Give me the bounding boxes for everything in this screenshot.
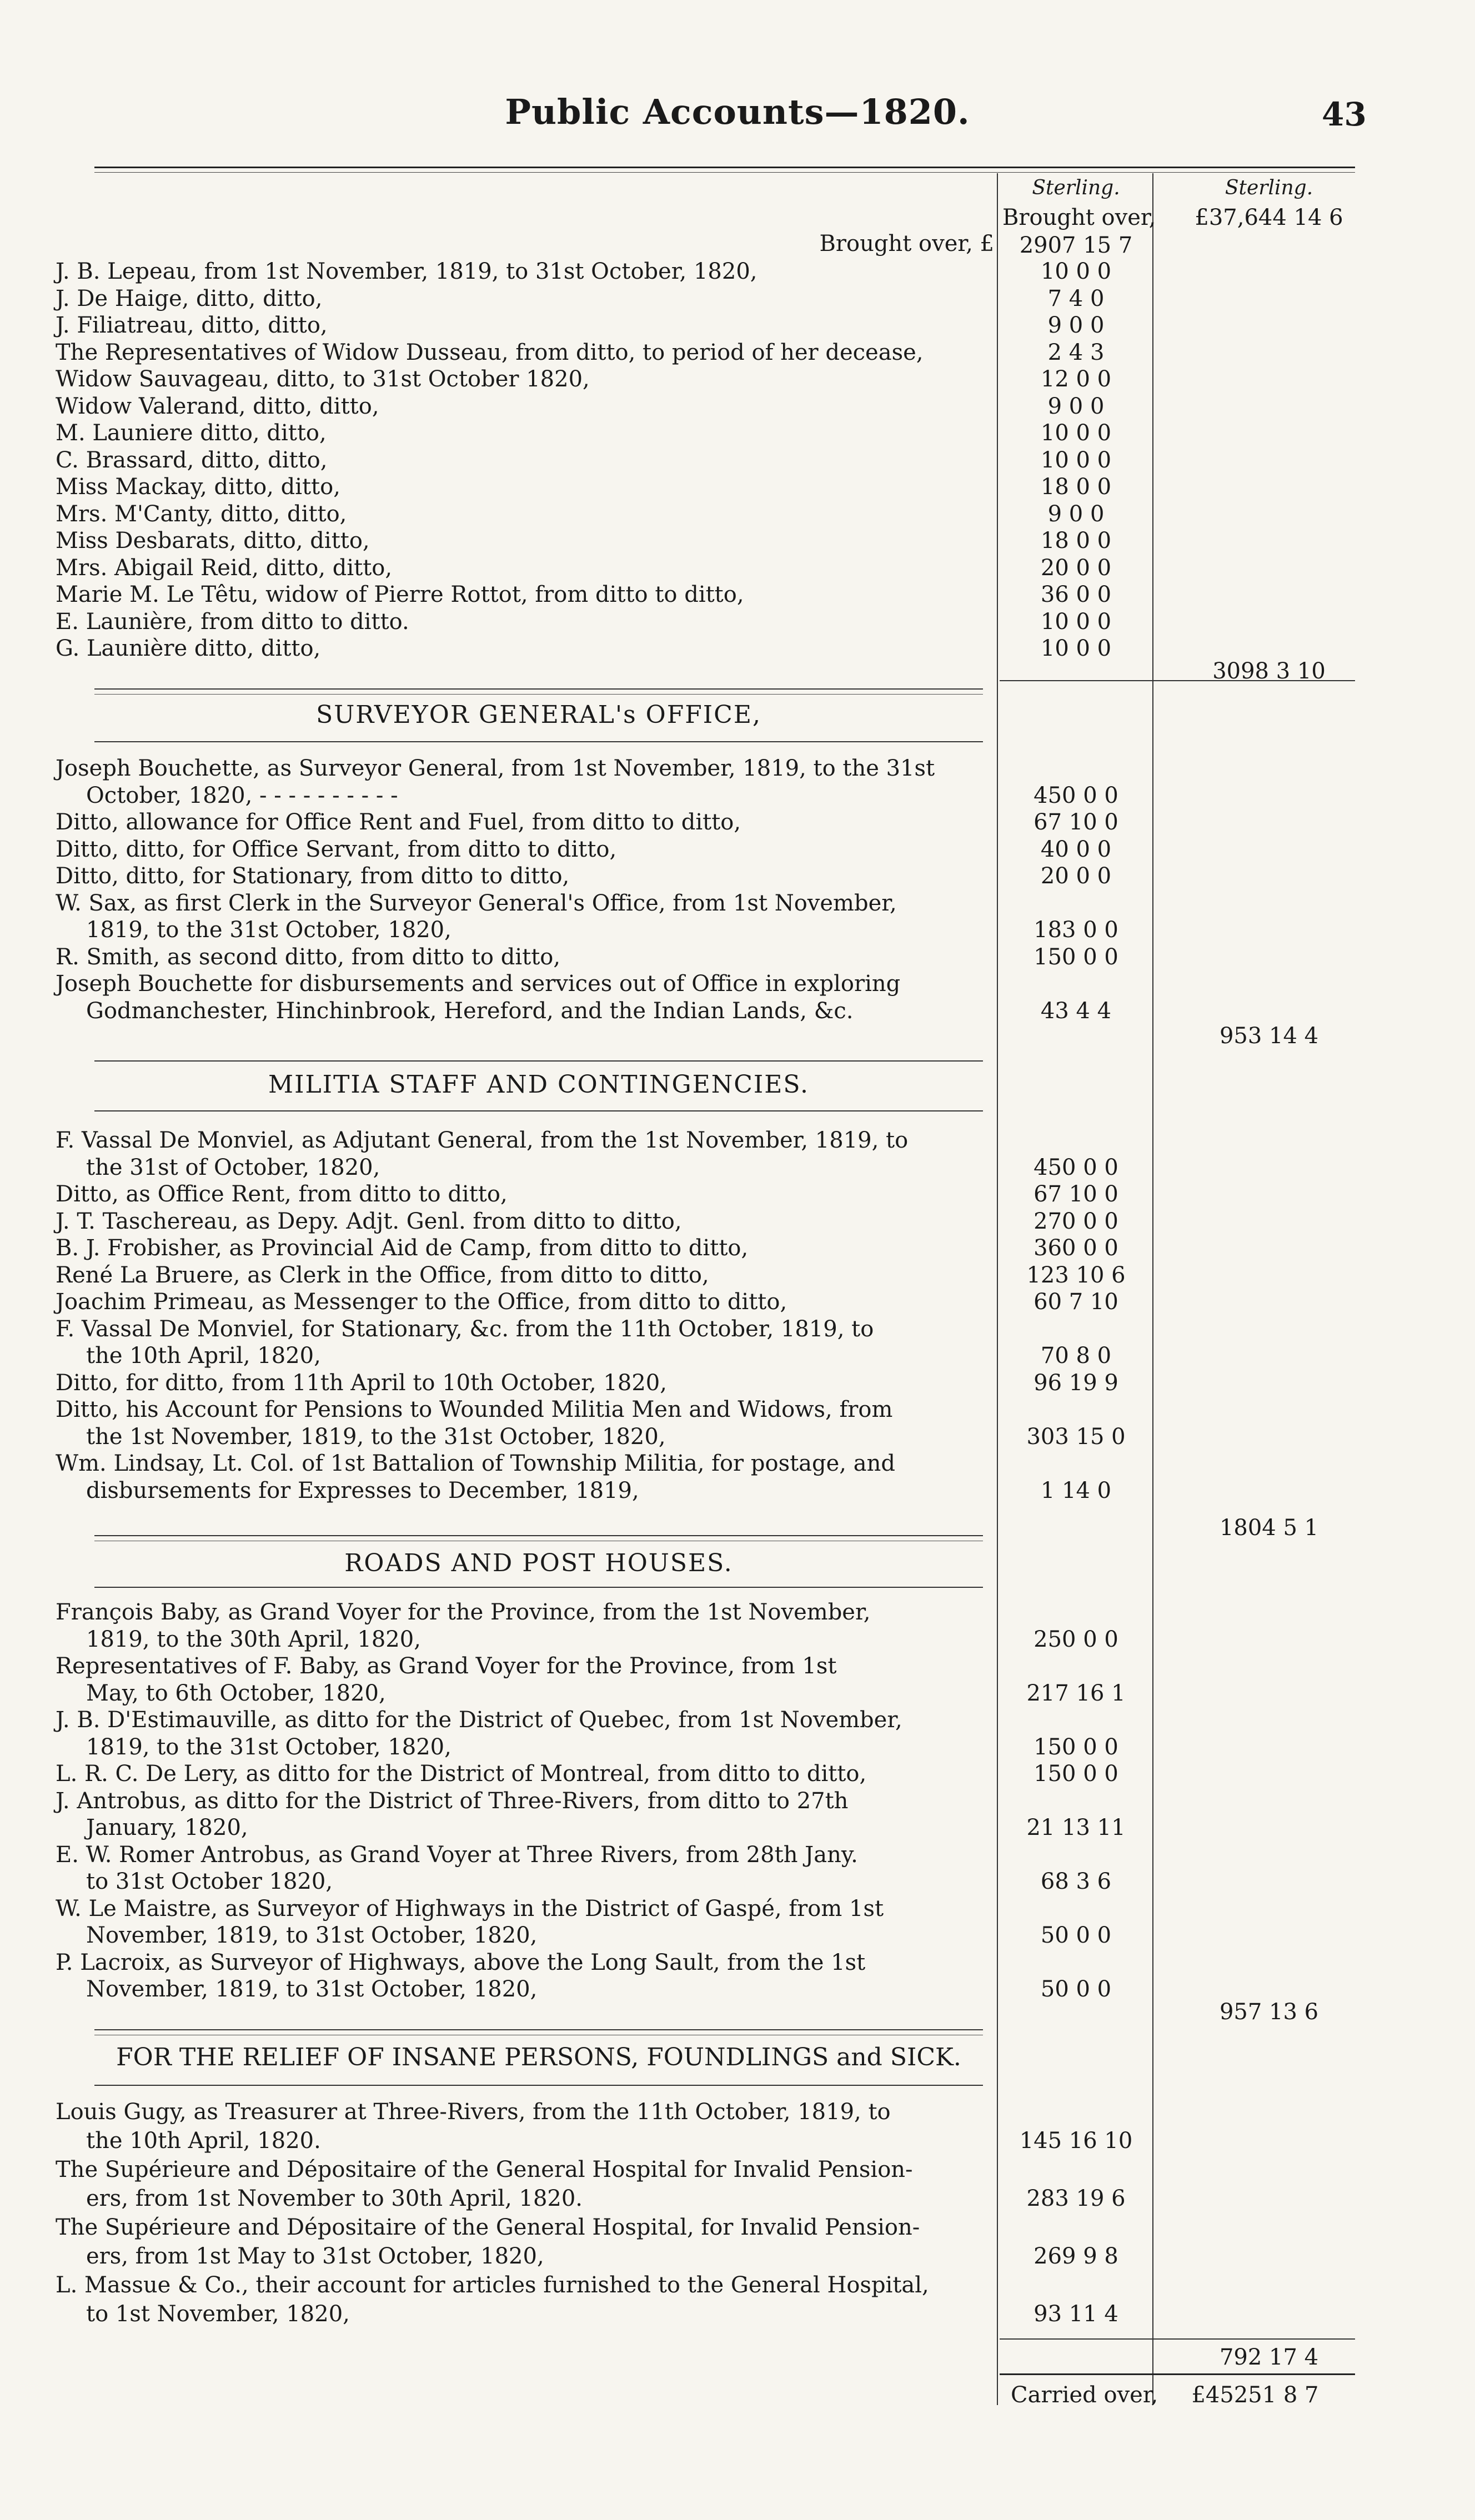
- entry-amount: 10 0 0: [1040, 636, 1112, 661]
- entry-amount: 60 7 10: [1033, 1289, 1118, 1315]
- entry-amount: 150 0 0: [1033, 944, 1118, 970]
- entry-text: Wm. Lindsay, Lt. Col. of 1st Battalion of Township Militia, for postage, and: [56, 1451, 895, 1476]
- entry-text: to 1st November, 1820,: [86, 2301, 350, 2327]
- entry-text: Mrs. Abigail Reid, ditto, ditto,: [56, 555, 393, 581]
- section-rule: [94, 1587, 983, 1588]
- entry-amount: 303 15 0: [1026, 1424, 1126, 1450]
- entry-amount: 7 4 0: [1047, 285, 1105, 311]
- entry-text: Joseph Bouchette for disbursements and services out of Office in exploring: [56, 971, 901, 997]
- entry-amount: 12 0 0: [1040, 366, 1112, 392]
- entry-amount: 10 0 0: [1040, 420, 1112, 446]
- entry-amount: 50 0 0: [1040, 1976, 1112, 2002]
- page-title: Public Accounts—1820.: [505, 92, 970, 132]
- entry-amount: 43 4 4: [1040, 998, 1112, 1024]
- entry-amount: 145 16 10: [1019, 2128, 1133, 2154]
- entry-text: The Representatives of Widow Dusseau, from ditto, to period of her decease,: [56, 339, 924, 365]
- entry-amount: 18 0 0: [1040, 474, 1112, 500]
- entry-text: disbursements for Expresses to December, 1819,: [86, 1477, 639, 1503]
- entry-amount: 270 0 0: [1033, 1208, 1118, 1234]
- entry-text: Ditto, as Office Rent, from ditto to ditto,: [56, 1181, 508, 1207]
- entry-text: the 10th April, 1820.: [86, 2128, 321, 2154]
- entry-amount: 10 0 0: [1040, 447, 1112, 473]
- carried-over-amount: £45251 8 7: [1191, 2382, 1319, 2408]
- entry-amount: 183 0 0: [1033, 917, 1118, 943]
- entry-text: W. Le Maistre, as Surveyor of Highways in the District of Gaspé, from 1st: [56, 1895, 884, 1922]
- entry-text: Joachim Primeau, as Messenger to the Office, from ditto to ditto,: [56, 1289, 787, 1315]
- entry-text: Louis Gugy, as Treasurer at Three-Rivers, from the 11th October, 1819, to: [56, 2099, 891, 2125]
- entry-amount: 40 0 0: [1040, 836, 1112, 862]
- entry-text: L. R. C. De Lery, as ditto for the District of Montreal, from ditto to ditto,: [56, 1761, 867, 1787]
- relief-total: 792 17 4: [1219, 2345, 1319, 2370]
- entry-text: Representatives of F. Baby, as Grand Voyer for the Province, from 1st: [56, 1653, 837, 1679]
- entry-text: P. Lacroix, as Surveyor of Highways, above the Long Sault, from the 1st: [56, 1949, 866, 1975]
- entry-amount: 50 0 0: [1040, 1923, 1112, 1948]
- entry-amount: 36 0 0: [1040, 582, 1112, 607]
- entry-text: 1819, to the 30th April, 1820,: [86, 1626, 421, 1652]
- section-rule: [94, 1110, 983, 1111]
- entry-text: B. J. Frobisher, as Provincial Aid de Camp, from ditto to ditto,: [56, 1235, 749, 1261]
- entry-text: 1819, to the 31st October, 1820,: [86, 917, 451, 943]
- total-rule: [1000, 680, 1355, 681]
- entry-amount: 68 3 6: [1040, 1869, 1112, 1894]
- entry-text: R. Smith, as second ditto, from ditto to ditto,: [56, 944, 561, 970]
- entry-text: October, 1820, - - - - - - - - - -: [86, 782, 398, 808]
- entry-text: Ditto, allowance for Office Rent and Fuel, from ditto to ditto,: [56, 809, 741, 835]
- entry-text: J. Filiatreau, ditto, ditto,: [56, 313, 328, 338]
- total-rule: [1000, 2338, 1355, 2340]
- brought-over-label: Brought over, £: [819, 231, 994, 256]
- entry-amount: 93 11 4: [1033, 2301, 1118, 2327]
- entry-text: Joseph Bouchette, as Surveyor General, from 1st November, 1819, to the 31st: [56, 756, 935, 781]
- page-number: 43: [1322, 95, 1367, 133]
- section-rule: [94, 2029, 983, 2030]
- entry-amount: 9 0 0: [1047, 501, 1105, 527]
- entry-text: Marie M. Le Têtu, widow of Pierre Rottot, from ditto to ditto,: [56, 582, 744, 607]
- entry-amount: 20 0 0: [1040, 555, 1112, 581]
- entry-text: Miss Desbarats, ditto, ditto,: [56, 528, 370, 554]
- entry-amount: 20 0 0: [1040, 863, 1112, 889]
- militia-section-title: MILITIA STAFF AND CONTINGENCIES.: [268, 1070, 809, 1099]
- brought-over-right-amount: £37,644 14 6: [1195, 205, 1343, 230]
- entry-amount: 10 0 0: [1040, 608, 1112, 635]
- entry-text: F. Vassal De Monviel, for Stationary, &c. from the 11th October, 1819, to: [56, 1316, 874, 1342]
- surveyor-section-title: SURVEYOR GENERAL's OFFICE,: [316, 701, 761, 729]
- entry-amount: 150 0 0: [1033, 1734, 1118, 1760]
- entry-text: G. Launière ditto, ditto,: [56, 636, 321, 661]
- carried-over-label: Carried over,: [1011, 2382, 1158, 2408]
- entry-text: January, 1820,: [86, 1815, 248, 1840]
- entry-amount: 21 13 11: [1026, 1815, 1126, 1840]
- entry-amount: 269 9 8: [1033, 2244, 1118, 2269]
- entry-amount: 10 0 0: [1040, 259, 1112, 284]
- entry-amount: 217 16 1: [1026, 1680, 1126, 1706]
- entry-amount: 2 4 3: [1047, 339, 1105, 365]
- entry-text: Ditto, his Account for Pensions to Wounded Militia Men and Widows, from: [56, 1397, 893, 1422]
- entry-text: Widow Valerand, ditto, ditto,: [56, 393, 379, 419]
- militia-total: 1804 5 1: [1219, 1515, 1319, 1541]
- entry-text: Widow Sauvageau, ditto, to 31st October 1820,: [56, 366, 590, 392]
- section-rule: [94, 2085, 983, 2086]
- roads-section-title: ROADS AND POST HOUSES.: [344, 1549, 733, 1577]
- entry-text: Ditto, ditto, for Office Servant, from ditto to ditto,: [56, 836, 617, 862]
- entry-text: 1819, to the 31st October, 1820,: [86, 1734, 451, 1760]
- entry-text: May, to 6th October, 1820,: [86, 1680, 386, 1706]
- section-rule: [94, 1535, 983, 1536]
- brought-over-left-amount: 2907 15 7: [1019, 233, 1133, 258]
- entry-text: François Baby, as Grand Voyer for the Province, from the 1st November,: [56, 1599, 871, 1625]
- entry-amount: 67 10 0: [1033, 1181, 1118, 1207]
- entry-text: the 1st November, 1819, to the 31st October, 1820,: [86, 1424, 666, 1450]
- entry-amount: 67 10 0: [1033, 809, 1118, 835]
- entry-amount: 150 0 0: [1033, 1761, 1118, 1787]
- entry-text: L. Massue & Co., their account for articles furnished to the General Hospital,: [56, 2272, 929, 2298]
- section-rule: [94, 1060, 983, 1062]
- entry-text: November, 1819, to 31st October, 1820,: [86, 1923, 538, 1948]
- entry-text: Miss Mackay, ditto, ditto,: [56, 474, 340, 500]
- entry-amount: 18 0 0: [1040, 528, 1112, 554]
- entry-text: W. Sax, as first Clerk in the Surveyor General's Office, from 1st November,: [56, 890, 897, 916]
- entry-text: ers, from 1st November to 30th April, 1820.: [86, 2186, 583, 2211]
- entry-text: November, 1819, to 31st October, 1820,: [86, 1976, 538, 2002]
- entry-amount: 1 14 0: [1040, 1477, 1112, 1503]
- entry-amount: 283 19 6: [1026, 2186, 1126, 2211]
- sterling-header-right: Sterling.: [1225, 177, 1313, 199]
- entry-text: Ditto, for ditto, from 11th April to 10th October, 1820,: [56, 1370, 667, 1396]
- entry-text: E. W. Romer Antrobus, as Grand Voyer at Three Rivers, from 28th Jany.: [56, 1842, 858, 1868]
- entry-amount: 9 0 0: [1047, 393, 1105, 419]
- entry-text: The Supérieure and Dépositaire of the General Hospital for Invalid Pension-: [56, 2157, 913, 2182]
- entry-text: Godmanchester, Hinchinbrook, Hereford, and the Indian Lands, &c.: [86, 998, 854, 1024]
- entry-text: F. Vassal De Monviel, as Adjutant General, from the 1st November, 1819, to: [56, 1128, 909, 1153]
- sterling-header-left: Sterling.: [1032, 177, 1120, 199]
- pensions-total: 3098 3 10: [1212, 658, 1326, 684]
- entry-text: Mrs. M'Canty, ditto, ditto,: [56, 501, 347, 527]
- entry-text: J. T. Taschereau, as Depy. Adjt. Genl. from ditto to ditto,: [56, 1208, 682, 1234]
- section-rule-thin: [94, 694, 983, 695]
- entry-text: The Supérieure and Dépositaire of the General Hospital, for Invalid Pension-: [56, 2215, 920, 2240]
- section-rule: [94, 688, 983, 690]
- entry-amount: 123 10 6: [1026, 1262, 1126, 1288]
- section-rule: [94, 741, 983, 742]
- entry-text: M. Launiere ditto, ditto,: [56, 420, 327, 446]
- entry-amount: 450 0 0: [1033, 782, 1118, 808]
- entry-text: ers, from 1st May to 31st October, 1820,: [86, 2244, 544, 2269]
- entry-text: J. Antrobus, as ditto for the District of Three-Rivers, from ditto to 27th: [56, 1788, 849, 1814]
- header-rule-thin: [94, 172, 1355, 173]
- header-rule: [94, 167, 1355, 168]
- entry-text: C. Brassard, ditto, ditto,: [56, 447, 328, 473]
- relief-section-title: FOR THE RELIEF OF INSANE PERSONS, FOUNDLINGS and SICK.: [116, 2043, 961, 2071]
- entry-amount: 250 0 0: [1033, 1626, 1118, 1652]
- entry-text: J. De Haige, ditto, ditto,: [56, 285, 323, 311]
- entry-amount: 450 0 0: [1033, 1154, 1118, 1180]
- entry-amount: 9 0 0: [1047, 313, 1105, 338]
- brought-over-left-label: Brought over,: [1002, 205, 1156, 230]
- entry-amount: 96 19 9: [1033, 1370, 1118, 1396]
- entry-text: Ditto, ditto, for Stationary, from ditto to ditto,: [56, 863, 570, 889]
- roads-total: 957 13 6: [1219, 1999, 1319, 2025]
- entry-text: to 31st October 1820,: [86, 1869, 333, 1894]
- entry-text: J. B. D'Estimauville, as ditto for the District of Quebec, from 1st November,: [56, 1707, 902, 1733]
- carried-over-rule: [1000, 2373, 1355, 2375]
- entry-text: the 31st of October, 1820,: [86, 1154, 380, 1180]
- entry-text: the 10th April, 1820,: [86, 1343, 321, 1369]
- entry-amount: 70 8 0: [1040, 1343, 1112, 1369]
- entry-text: René La Bruere, as Clerk in the Office, from ditto to ditto,: [56, 1262, 709, 1288]
- entry-text: E. Launière, from ditto to ditto.: [56, 608, 409, 635]
- entry-text: J. B. Lepeau, from 1st November, 1819, to 31st October, 1820,: [56, 259, 757, 284]
- surveyor-total: 953 14 4: [1219, 1023, 1319, 1049]
- column-divider-right: [1152, 173, 1153, 2405]
- entry-amount: 360 0 0: [1033, 1235, 1118, 1261]
